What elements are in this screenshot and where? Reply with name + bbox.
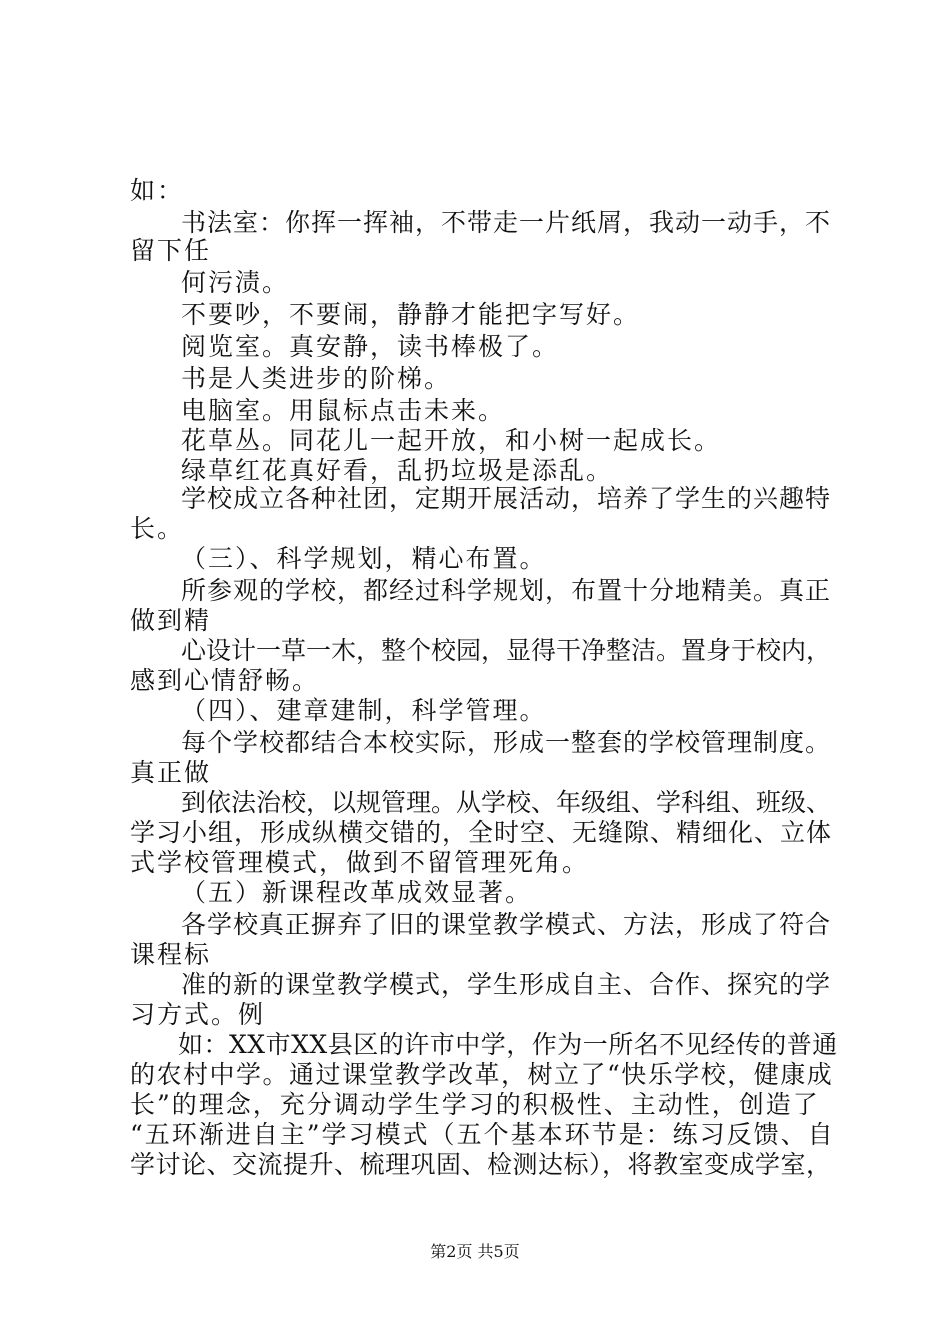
section-heading: （三）、科学规划，精心布置。	[181, 544, 547, 573]
text-line: 到依法治校，以规管理。从学校、年级组、学科组、班级、	[181, 788, 832, 817]
text-line: “五环渐进自主”学习模式（五个基本环节是：练习反馈、自	[130, 1120, 835, 1149]
text-line: 书是人类进步的阶梯。	[181, 364, 452, 393]
text-line: 习方式。例	[130, 1000, 266, 1029]
text-line: 绿草红花真好看，乱扔垃圾是添乱。	[181, 456, 614, 485]
text-line: 准的新的课堂教学模式，学生形成自主、合作、探究的学	[181, 970, 832, 999]
text-line: 每个学校都结合本校实际，形成一整套的学校管理制度。	[181, 728, 832, 757]
text-line: 学讨论、交流提升、梳理巩固、检测达标），将教室变成学室，	[130, 1150, 832, 1179]
section-heading: （四）、建章建制，科学管理。	[181, 696, 547, 725]
text-line: 如：	[130, 176, 185, 205]
text-line: 花草丛。同花儿一起开放，和小树一起成长。	[181, 426, 722, 455]
text-line: 学习小组，形成纵横交错的，全时空、无缝隙、精细化、立体	[130, 818, 833, 847]
page-number-footer: 第2页 共5页	[430, 1242, 520, 1261]
text-line: 长。	[130, 514, 185, 543]
text-line: 所参观的学校，都经过科学规划，布置十分地精美。真正	[181, 576, 832, 605]
section-heading: （五）新课程改革成效显著。	[181, 878, 533, 907]
text-line: 留下任	[130, 236, 212, 265]
text-line: 何污渍。	[181, 268, 290, 297]
text-line: 学校成立各种社团，定期开展活动，培养了学生的兴趣特	[181, 484, 832, 513]
text-line: 电脑室。用鼠标点击未来。	[181, 396, 506, 425]
text-line: 心设计一草一木，整个校园，显得干净整洁。置身于校内，	[181, 636, 832, 665]
text-line: 长”的理念，充分调动学生学习的积极性、主动性，创造了	[130, 1090, 820, 1119]
text-line: 真正做	[130, 758, 212, 787]
text-line: 不要吵，不要闹，静静才能把字写好。	[181, 300, 641, 329]
text-line: 的农村中学。通过课堂教学改革，树立了“快乐学校，健康成	[130, 1060, 834, 1089]
text-line: 式学校管理模式，做到不留管理死角。	[130, 848, 590, 877]
text-line: 课程标	[130, 940, 212, 969]
text-line: 做到精	[130, 606, 212, 635]
text-line: 书法室：你挥一挥袖，不带走一片纸屑，我动一动手，不	[181, 208, 832, 237]
text-line: 感到心情舒畅。	[130, 666, 320, 695]
text-line: 各学校真正摒弃了旧的课堂教学模式、方法，形成了符合	[181, 910, 832, 939]
text-line: 阅览室。真安静，读书棒极了。	[181, 332, 560, 361]
text-line: 如：XX市XX县区的许市中学，作为一所名不见经传的普通	[178, 1030, 838, 1059]
